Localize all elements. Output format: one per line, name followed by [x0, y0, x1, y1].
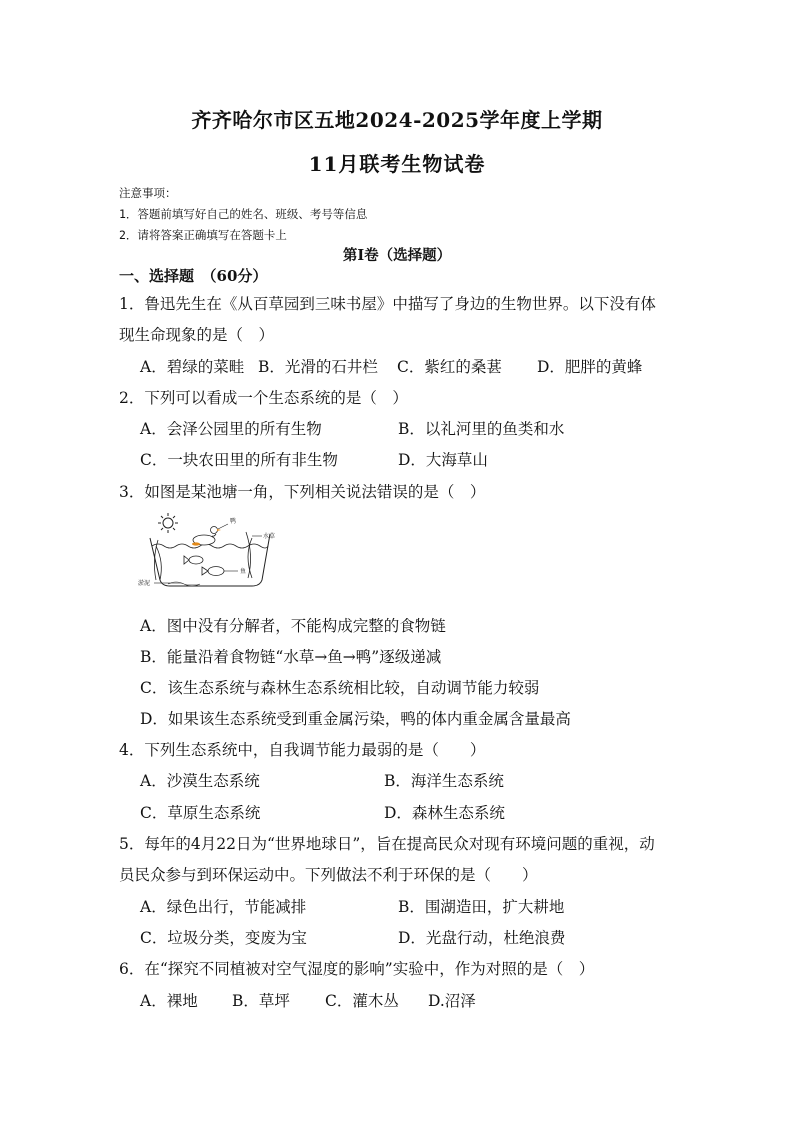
- figure-label-fish: 鱼: [240, 568, 247, 575]
- figure-label-waterweed: 水草: [263, 533, 276, 540]
- exam-title-line2: 11月联考生物试卷: [308, 152, 486, 176]
- q6-option-d: D.沼泽: [428, 992, 476, 1010]
- figure-label-duck: 鸭: [230, 518, 237, 525]
- sun-icon: [158, 513, 178, 533]
- q5-option-d: D．光盘行动，杜绝浪费: [398, 929, 566, 947]
- q4-option-c: C．草原生态系统: [140, 804, 261, 822]
- notes-block: [119, 183, 367, 246]
- q3-option-c: C．该生态系统与森林生态系统相比较，自动调节能力较弱: [140, 679, 540, 697]
- q1-stem-line2: 现生命现象的是（ ）: [119, 326, 275, 344]
- q3-option-b: B．能量沿着食物链“水草→鱼→鸭”逐级递减: [140, 648, 442, 666]
- fish-icon: [184, 556, 224, 576]
- q1-option-b: B．光滑的石井栏: [258, 358, 378, 376]
- q2-stem: 2．下列可以看成一个生态系统的是（ ）: [119, 389, 408, 407]
- q6-option-c: C．灌木丛: [325, 992, 399, 1010]
- q4-stem: 4．下列生态系统中，自我调节能力最弱的是（ ）: [119, 741, 486, 759]
- q3-option-d: D．如果该生态系统受到重金属污染，鸭的体内重金属含量最高: [140, 710, 571, 728]
- q5-stem-line2: 员民众参与到环保运动中。下列做法不利于环保的是（ ）: [119, 866, 538, 884]
- q2-option-c: C．一块农田里的所有非生物: [140, 451, 338, 469]
- q5-option-b: B．围湖造田，扩大耕地: [398, 898, 565, 916]
- notes-item-2: 2．请将答案正确填写在答题卡上: [119, 228, 287, 242]
- duck-icon: [192, 527, 221, 546]
- q4-option-d: D．森林生态系统: [384, 804, 505, 822]
- q4-option-a: A．沙漠生态系统: [140, 772, 260, 790]
- mud-layer: [168, 582, 200, 586]
- q1-option-d: D．肥胖的黄蜂: [537, 358, 643, 376]
- q6-stem: 6．在“探究不同植被对空气湿度的影响”实验中，作为对照的是（ ）: [119, 960, 595, 978]
- q1-option-c: C．紫红的桑葚: [397, 358, 502, 376]
- q3-option-a: A．图中没有分解者，不能构成完整的食物链: [140, 617, 446, 635]
- q5-option-a: A．绿色出行，节能减排: [140, 898, 307, 916]
- q6-option-b: B．草坪: [232, 992, 290, 1010]
- q2-option-d: D．大海草山: [398, 451, 488, 469]
- notes-item-1: 1．答题前填写好自己的姓名、班级、考号等信息: [119, 207, 368, 221]
- exam-title-line1: 齐齐哈尔市区五地2024-2025学年度上学期: [191, 108, 603, 132]
- q1-option-a: A．碧绿的菜畦: [140, 358, 245, 376]
- notes-heading: 注意事项：: [119, 186, 177, 200]
- q5-stem-line1: 5．每年的4月22日为“世界地球日”，旨在提高民众对现有环境问题的重视，动: [119, 835, 655, 853]
- q5-option-c: C．垃圾分类，变废为宝: [140, 929, 307, 947]
- q2-option-a: A．会泽公园里的所有生物: [140, 420, 322, 438]
- part-heading: 一、选择题 （60分）: [119, 267, 268, 285]
- figure-label-mud: 淤泥: [138, 580, 151, 587]
- q1-stem-line1: 1．鲁迅先生在《从百草园到三味书屋》中描写了身边的生物世界。以下没有体: [119, 295, 656, 313]
- q6-option-a: A．裸地: [140, 992, 198, 1010]
- q4-option-b: B．海洋生态系统: [384, 772, 504, 790]
- pond-figure: [136, 510, 286, 592]
- q2-option-b: B．以礼河里的鱼类和水: [398, 420, 565, 438]
- volume-heading: 第I卷（选择题）: [342, 247, 452, 264]
- q3-stem: 3．如图是某池塘一角，下列相关说法错误的是（ ）: [119, 483, 486, 501]
